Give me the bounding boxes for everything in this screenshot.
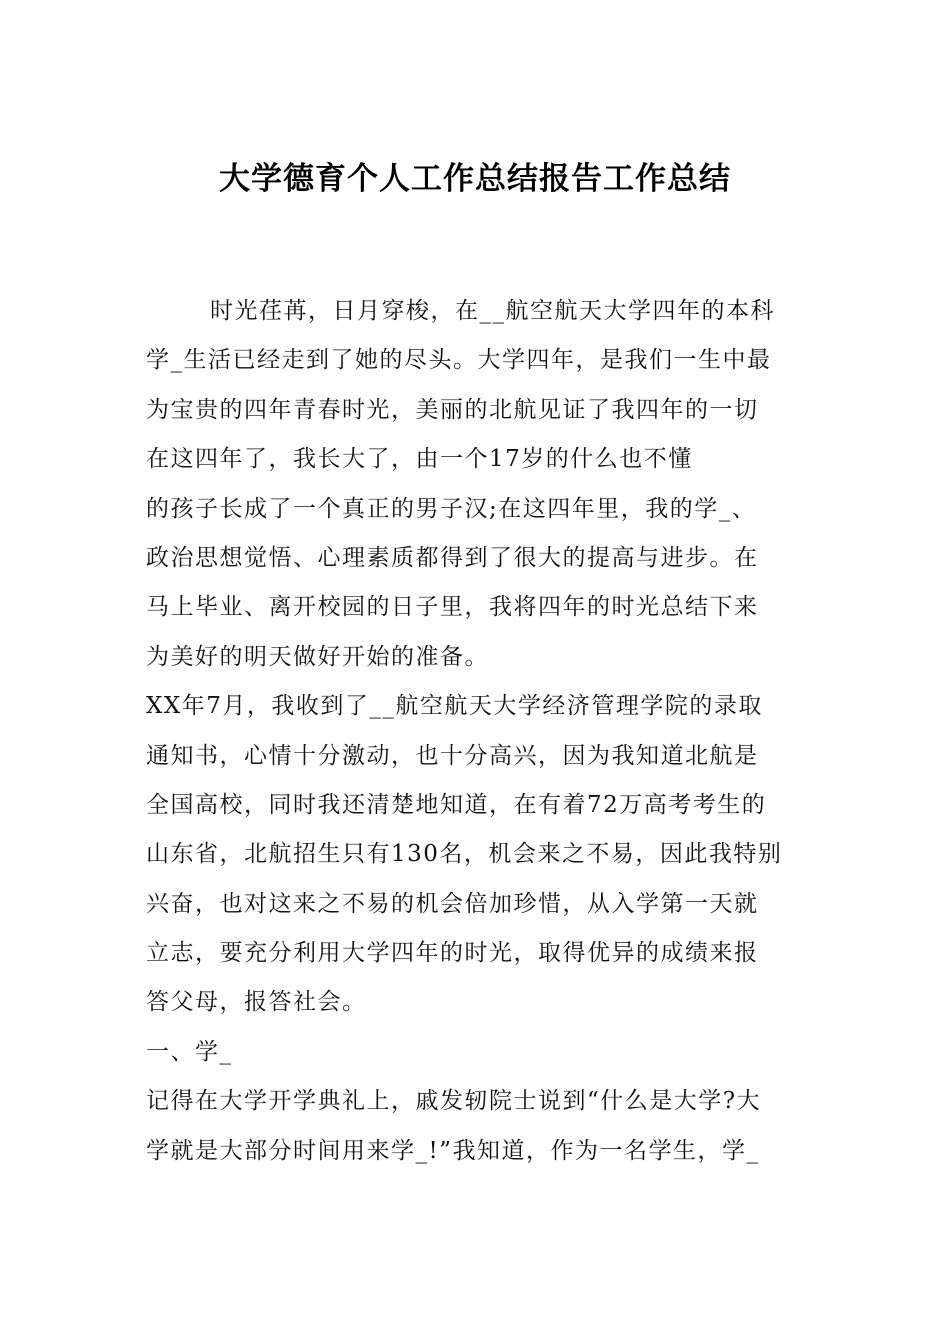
body-line: 记得在大学开学典礼上，戚发轫院士说到“什么是大学?大 [146, 1088, 762, 1115]
body-line: 为宝贵的四年青春时光，美丽的北航见证了我四年的一切 [146, 396, 759, 423]
body-line: 学_生活已经走到了她的尽头。大学四年，是我们一生中最 [146, 347, 772, 374]
document-body [146, 287, 826, 1176]
body-line: 政治思想觉悟、心理素质都得到了很大的提高与进步。在 [146, 544, 759, 571]
body-line: 全国高校，同时我还清楚地知道，在有着72万高考考生的 [146, 791, 767, 818]
body-line: XX年7月，我收到了__航空航天大学经济管理学院的录取 [146, 693, 763, 720]
section-heading: 一、学_ [146, 1038, 233, 1065]
body-line: 山东省，北航招生只有130名，机会来之不易，因此我特别 [146, 841, 783, 868]
body-line: 立志，要充分利用大学四年的时光，取得优异的成绩来报 [146, 940, 759, 967]
body-line: 兴奋，也对这来之不易的机会倍加珍惜，从入学第一天就 [146, 890, 759, 917]
document-title: 大学德育个人工作总结报告工作总结 [219, 161, 731, 197]
body-line: 为美好的明天做好开始的准备。 [146, 643, 489, 670]
body-line: 答父母，报答社会。 [146, 989, 367, 1016]
body-line: 马上毕业、离开校园的日子里，我将四年的时光总结下来 [146, 594, 759, 621]
body-line: 时光荏苒，日月穿梭，在__航空航天大学四年的本科 [210, 298, 775, 324]
body-line: 的孩子长成了一个真正的男子汉;在这四年里，我的学_、 [146, 495, 757, 522]
body-line: 在这四年了，我长大了，由一个17岁的什么也不懂 [146, 446, 693, 473]
body-line: 学就是大部分时间用来学_!”我知道，作为一名学生，学_ [146, 1137, 760, 1164]
body-line: 通知书，心情十分激动，也十分高兴，因为我知道北航是 [146, 742, 759, 769]
